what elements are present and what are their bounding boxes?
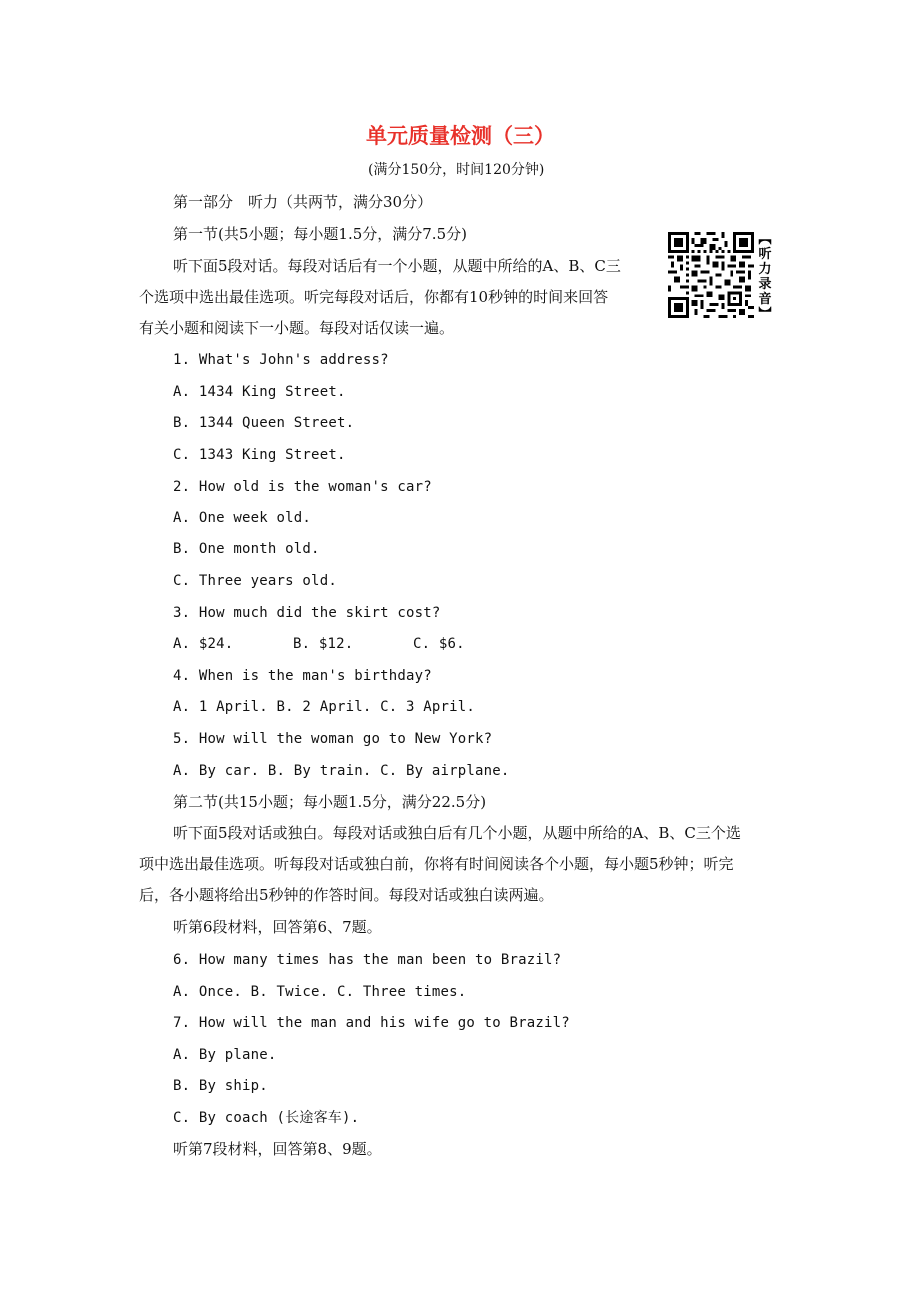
question-5-options: A. By car. B. By train. C. By airplane. xyxy=(173,763,510,779)
qr-code-icon[interactable] xyxy=(668,232,754,318)
question-5: 5. How will the woman go to New York? xyxy=(173,731,493,747)
question-1-option-c: C. 1343 King Street. xyxy=(173,447,346,463)
question-6: 6. How many times has the man been to Brazil? xyxy=(173,952,562,968)
question-3-option-c: C. $6. xyxy=(413,636,465,652)
part1-heading: 第一部分 听力（共两节，满分30分） xyxy=(173,193,433,211)
section1-heading: 第一节(共5小题；每小题1.5分，满分7.5分) xyxy=(173,225,467,243)
question-7: 7. How will the man and his wife go to Brazil? xyxy=(173,1015,570,1031)
question-2-option-c: C. Three years old. xyxy=(173,573,337,589)
question-2-option-b: B. One month old. xyxy=(173,541,320,557)
qr-audio-label xyxy=(756,232,774,322)
question-4-options: A. 1 April. B. 2 April. C. 3 April. xyxy=(173,699,476,715)
material-6-heading: 听第6段材料，回答第6、7题。 xyxy=(173,918,382,936)
question-7-option-b: B. By ship. xyxy=(173,1078,268,1094)
material-7-heading: 听第7段材料，回答第8、9题。 xyxy=(173,1140,382,1158)
question-6-options: A. Once. B. Twice. C. Three times. xyxy=(173,984,467,1000)
section1-intro-line2: 个选项中选出最佳选项。听完每段对话后，你都有10秒钟的时间来回答 xyxy=(139,288,609,306)
question-1: 1. What's John's address? xyxy=(173,352,389,368)
qr-label-char: 听 xyxy=(758,247,772,262)
question-3-option-b: B. $12. xyxy=(293,636,354,652)
section2-intro-line3: 后，各小题将给出5秒钟的作答时间。每段对话或独白读两遍。 xyxy=(139,886,554,904)
question-4: 4. When is the man's birthday? xyxy=(173,668,432,684)
qr-label-char: 力 xyxy=(758,262,772,277)
section1-intro-line3: 有关小题和阅读下一小题。每段对话仅读一遍。 xyxy=(139,319,455,337)
qr-label-char: 音 xyxy=(758,292,772,307)
question-7-option-c: C. By coach (长途客车). xyxy=(173,1110,360,1126)
question-2-option-a: A. One week old. xyxy=(173,510,312,526)
question-1-option-a: A. 1434 King Street. xyxy=(173,384,346,400)
qr-label-bracket-bottom: ︼ xyxy=(758,307,772,322)
section2-intro-line1: 听下面5段对话或独白。每段对话或独白后有几个小题，从题中所给的A、B、C三个选 xyxy=(173,824,741,842)
question-2: 2. How old is the woman's car? xyxy=(173,479,432,495)
section2-intro-line2: 项中选出最佳选项。听每段对话或独白前，你将有时间阅读各个小题，每小题5秒钟；听完 xyxy=(139,855,734,873)
page-title: 单元质量检测（三） xyxy=(366,124,555,148)
question-1-option-b: B. 1344 Queen Street. xyxy=(173,415,355,431)
question-3-option-a: A. $24. xyxy=(173,636,234,652)
section2-heading: 第二节(共15小题；每小题1.5分，满分22.5分) xyxy=(173,793,487,811)
section1-intro-line1: 听下面5段对话。每段对话后有一个小题，从题中所给的A、B、C三 xyxy=(173,257,621,275)
qr-label-char: 录 xyxy=(758,277,772,292)
question-7-option-a: A. By plane. xyxy=(173,1047,277,1063)
page-subtitle: (满分150分，时间120分钟) xyxy=(368,162,545,178)
question-3: 3. How much did the skirt cost? xyxy=(173,605,441,621)
qr-label-bracket-top: ︻ xyxy=(758,232,772,247)
